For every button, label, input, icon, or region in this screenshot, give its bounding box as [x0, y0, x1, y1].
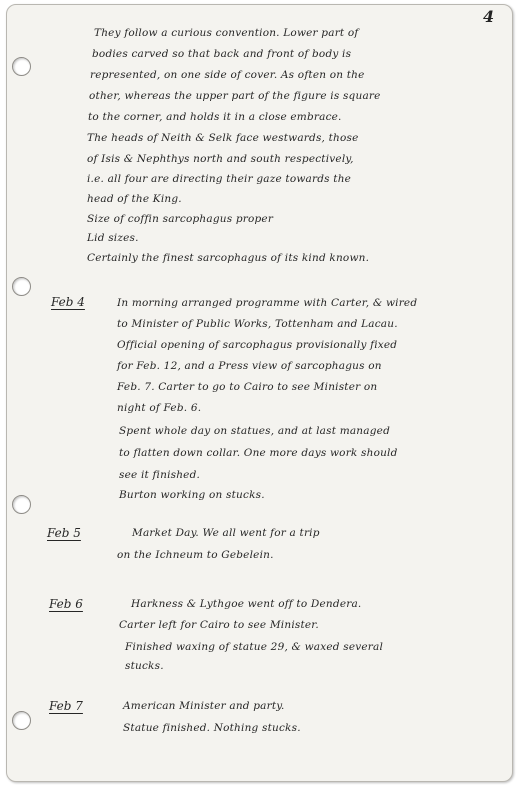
text-line: Carter left for Cairo to see Minister.	[119, 619, 319, 631]
text-line: In morning arranged programme with Carter, & wired	[117, 297, 418, 309]
text-line: Harkness & Lythgoe went off to Dendera.	[131, 598, 362, 610]
text-line: on the Ichneum to Gebelein.	[117, 549, 274, 561]
text-line: Spent whole day on statues, and at last managed	[119, 425, 390, 437]
notebook-page	[6, 4, 513, 782]
text-line: Feb. 7. Carter to go to Cairo to see Minister on	[117, 381, 378, 393]
binder-hole	[12, 57, 31, 76]
text-line: American Minister and party.	[123, 700, 285, 712]
text-line: stucks.	[125, 660, 164, 672]
text-line: to the corner, and holds it in a close embrace.	[88, 111, 342, 123]
text-line: to flatten down collar. One more days work should	[119, 447, 398, 459]
text-line: for Feb. 12, and a Press view of sarcophagus on	[117, 360, 382, 372]
text-line: Market Day. We all went for a trip	[132, 527, 320, 539]
text-line: to Minister of Public Works, Tottenham and Lacau.	[117, 318, 398, 330]
entry-date: Feb 6	[49, 597, 83, 611]
text-line: Lid sizes.	[87, 232, 139, 244]
text-line: head of the King.	[87, 193, 182, 205]
entry-date: Feb 4	[51, 295, 85, 309]
binder-hole	[12, 277, 31, 296]
text-line: of Isis & Nephthys north and south respectively,	[87, 153, 354, 165]
text-line: Size of coffin sarcophagus proper	[87, 213, 274, 225]
entry-date: Feb 5	[47, 526, 81, 540]
text-line: Burton working on stucks.	[119, 489, 265, 501]
text-line: represented, on one side of cover. As often on the	[90, 69, 365, 81]
text-line: Statue finished. Nothing stucks.	[123, 722, 301, 734]
text-line: They follow a curious convention. Lower part of	[94, 27, 359, 39]
text-line: i.e. all four are directing their gaze towards the	[87, 173, 352, 185]
binder-hole	[12, 711, 31, 730]
text-line: The heads of Neith & Selk face westwards, those	[87, 132, 359, 144]
text-line: see it finished.	[119, 469, 201, 481]
entry-date: Feb 7	[49, 699, 83, 713]
page-number: 4	[483, 7, 495, 26]
text-line: night of Feb. 6.	[117, 402, 202, 414]
text-line: Finished waxing of statue 29, & waxed several	[125, 641, 384, 653]
binder-hole	[12, 495, 31, 514]
text-line: other, whereas the upper part of the figure is square	[89, 90, 381, 102]
text-line: Official opening of sarcophagus provisionally fixed	[117, 339, 398, 351]
text-line: Certainly the finest sarcophagus of its kind known.	[87, 252, 370, 264]
text-line: bodies carved so that back and front of body is	[92, 48, 352, 60]
